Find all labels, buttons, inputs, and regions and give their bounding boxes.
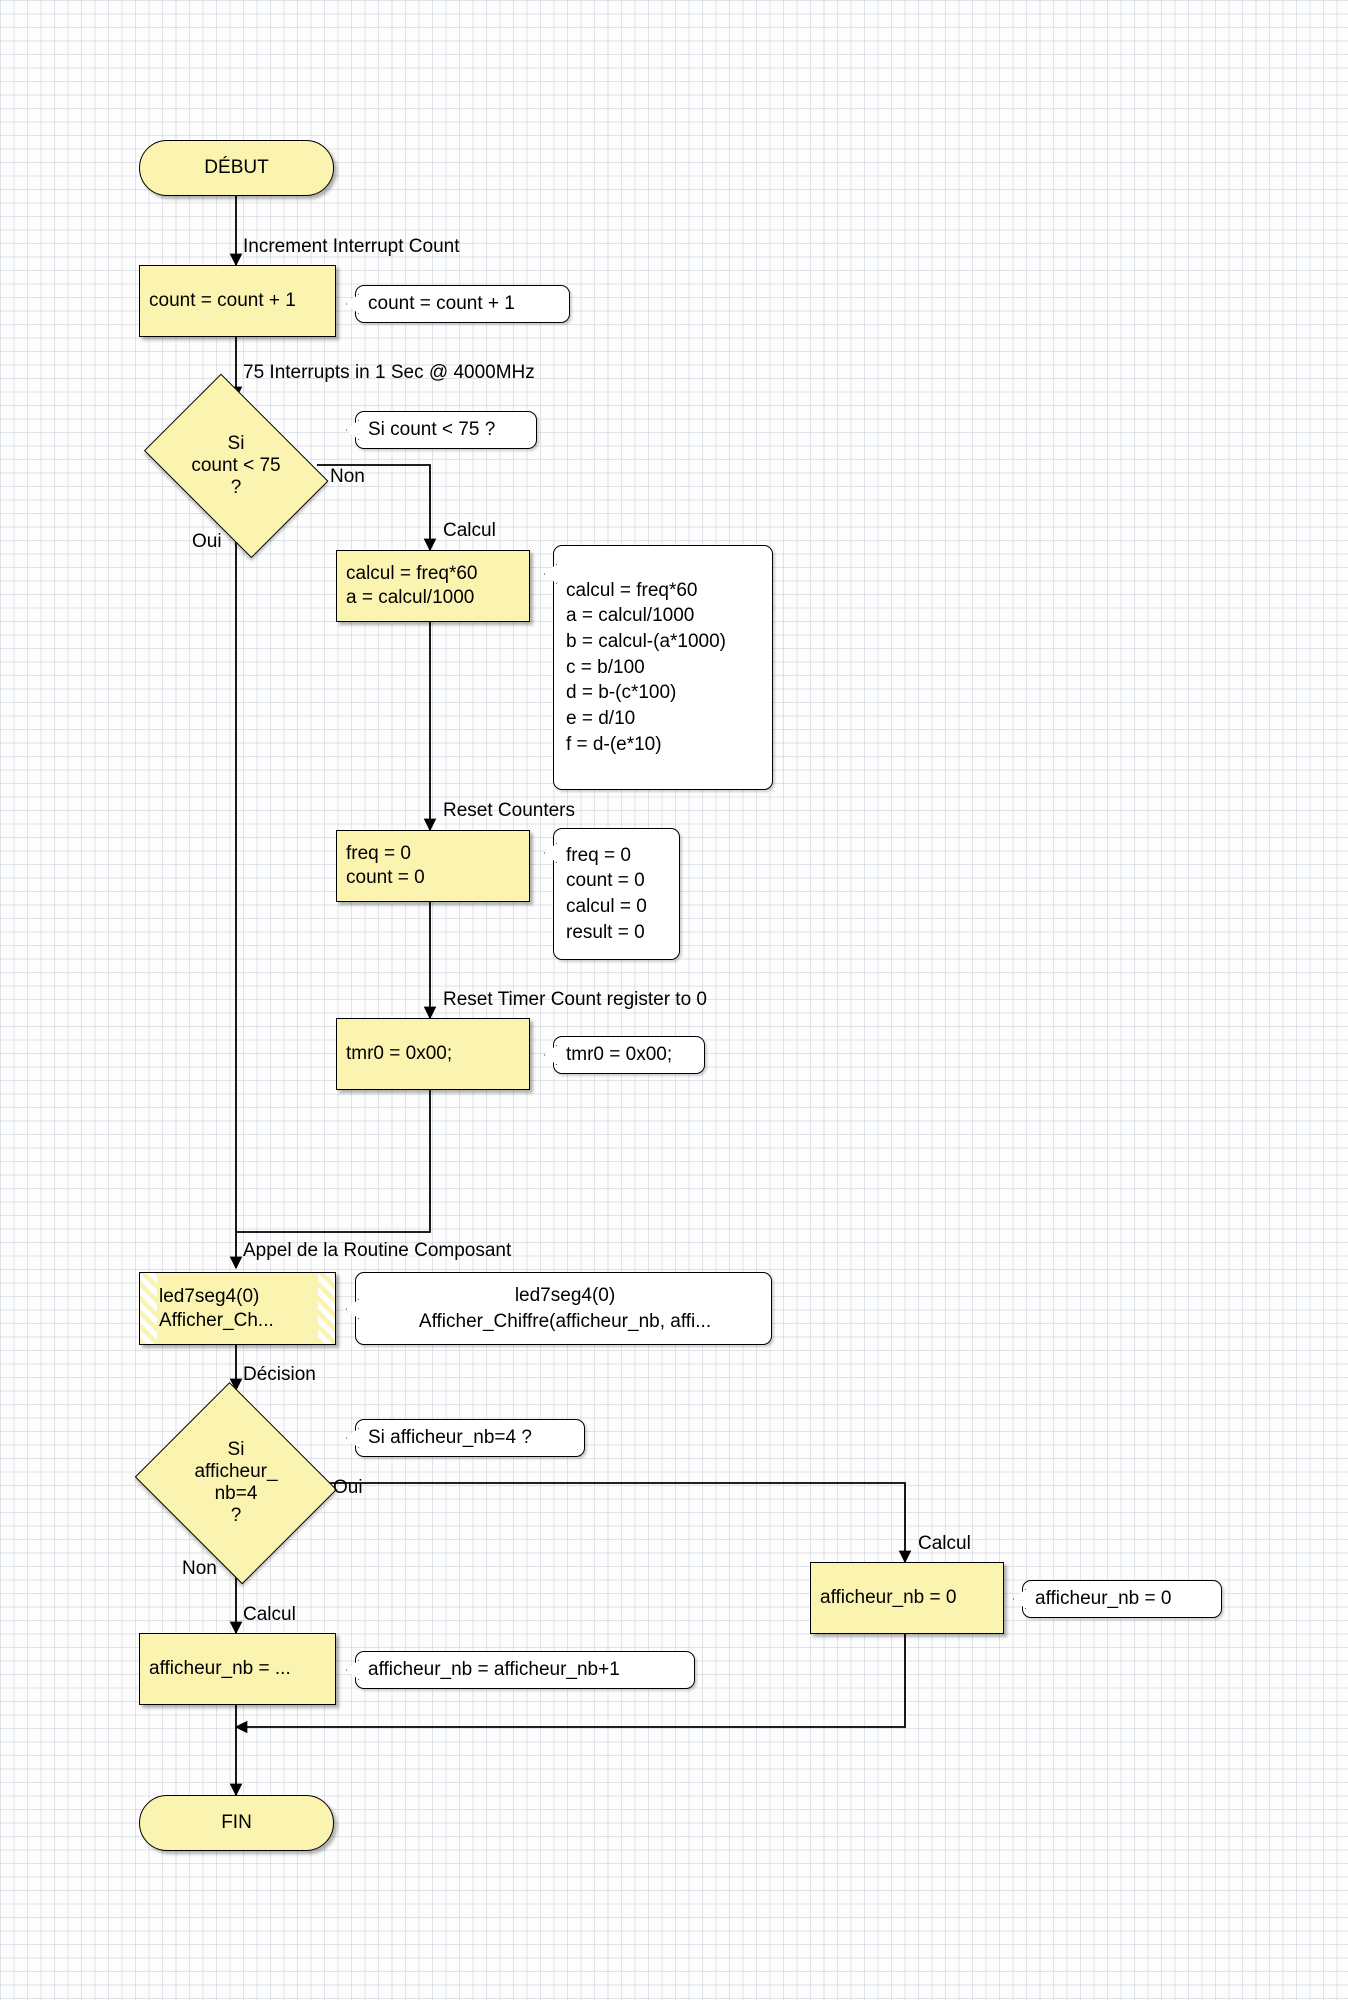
node-decision-afficheur[interactable] — [130, 1390, 342, 1576]
annotation-reset-timer: Reset Timer Count register to 0 — [443, 989, 707, 1010]
node-reset-afficheur[interactable] — [810, 1562, 1004, 1634]
node-reset-counters-line2: count = 0 — [346, 867, 425, 888]
node-subroutine-line2: Afficher_Ch... — [159, 1309, 274, 1331]
edge-label-count-oui: Oui — [192, 531, 222, 552]
node-increment-afficheur[interactable] — [139, 1633, 336, 1705]
callout-calcul-line-4: d = b-(c*100) — [566, 682, 677, 704]
node-reset-timer[interactable] — [336, 1018, 530, 1090]
annotation-reset-afficheur: Calcul — [918, 1533, 971, 1554]
node-subroutine-line1: led7seg4(0) — [159, 1285, 260, 1307]
callout-decision-afficheur — [355, 1419, 585, 1457]
annotation-increment: Increment Interrupt Count — [243, 236, 460, 257]
callout-calcul — [553, 545, 773, 790]
callout-subroutine-line2: Afficher_Chiffre(afficheur_nb, affi... — [418, 1310, 712, 1332]
decision-count-text — [130, 390, 342, 542]
callout-increment — [355, 285, 570, 323]
callout-increment-text: count = count + 1 — [368, 293, 515, 315]
callout-reset-counters-line-3: result = 0 — [566, 921, 645, 943]
callout-reset-counters-line-0: freq = 0 — [566, 844, 631, 866]
callout-increment-afficheur-text: afficheur_nb = afficheur_nb+1 — [368, 1659, 620, 1681]
node-end-label: FIN — [221, 1812, 252, 1834]
node-reset-counters[interactable] — [336, 830, 530, 902]
node-reset-afficheur-label: afficheur_nb = 0 — [820, 1587, 957, 1609]
node-calcul[interactable] — [336, 550, 530, 622]
callout-reset-counters-line-2: calcul = 0 — [566, 896, 647, 917]
decision-count-line1: Si — [227, 433, 245, 455]
callout-reset-timer — [553, 1036, 705, 1074]
callout-reset-counters — [553, 828, 680, 960]
node-increment[interactable] — [139, 265, 336, 337]
node-increment-afficheur-label: afficheur_nb = ... — [149, 1658, 291, 1680]
decision-afficheur-line3: nb=4 — [214, 1483, 258, 1504]
annotation-decision-count: 75 Interrupts in 1 Sec @ 4000MHz — [243, 362, 535, 383]
node-increment-label: count = count + 1 — [149, 290, 296, 312]
callout-calcul-line-5: e = d/10 — [566, 707, 636, 729]
subroutine-inner — [149, 1285, 335, 1333]
decision-count-line2: count < 75 — [191, 455, 281, 477]
callout-calcul-line-6: f = d-(e*10) — [566, 733, 662, 755]
callout-subroutine-line1: led7seg4(0) — [514, 1284, 616, 1306]
callout-calcul-line-3: c = b/100 — [566, 656, 645, 678]
callout-calcul-line-0: calcul = freq*60 — [566, 579, 698, 601]
edge-label-afficheur-oui: Oui — [333, 1477, 363, 1498]
callout-increment-afficheur — [355, 1651, 695, 1689]
decision-afficheur-line1: Si — [227, 1439, 245, 1461]
annotation-reset-counters: Reset Counters — [443, 800, 576, 821]
callout-reset-counters-line-1: count = 0 — [566, 870, 645, 892]
edge-label-afficheur-non: Non — [182, 1558, 217, 1579]
annotation-decision-afficheur: Décision — [243, 1364, 316, 1385]
callout-calcul-line-2: b = calcul-(a*1000) — [566, 631, 727, 653]
node-reset-counters-line1: freq = 0 — [346, 843, 411, 865]
node-start-label: DÉBUT — [204, 157, 269, 179]
decision-count-line3: ? — [230, 476, 242, 498]
callout-reset-timer-text: tmr0 = 0x00; — [566, 1044, 673, 1066]
callout-calcul-line-1: a = calcul/1000 — [566, 605, 695, 627]
callout-reset-afficheur-text: afficheur_nb = 0 — [1035, 1588, 1172, 1610]
node-calcul-line1: calcul = freq*60 — [346, 563, 478, 585]
callout-decision-count-text: Si count < 75 ? — [368, 419, 496, 441]
node-decision-count[interactable] — [130, 390, 342, 542]
edge-label-count-non: Non — [330, 466, 365, 487]
callout-decision-count — [355, 411, 537, 449]
annotation-calcul: Calcul — [443, 520, 496, 541]
node-calcul-line2: a = calcul/1000 — [346, 587, 475, 608]
callout-reset-afficheur — [1022, 1580, 1222, 1618]
callout-decision-afficheur-text: Si afficheur_nb=4 ? — [368, 1427, 532, 1449]
callout-subroutine — [355, 1272, 772, 1345]
node-subroutine[interactable] — [139, 1272, 336, 1345]
annotation-subroutine: Appel de la Routine Composant — [243, 1240, 512, 1261]
node-start[interactable] — [139, 140, 334, 196]
node-reset-timer-label: tmr0 = 0x00; — [346, 1043, 453, 1065]
decision-afficheur-line4: ? — [230, 1504, 242, 1526]
decision-afficheur-line2: afficheur_ — [194, 1461, 278, 1483]
node-end[interactable] — [139, 1795, 334, 1851]
decision-afficheur-text — [130, 1390, 342, 1576]
annotation-increment-afficheur: Calcul — [243, 1604, 296, 1625]
